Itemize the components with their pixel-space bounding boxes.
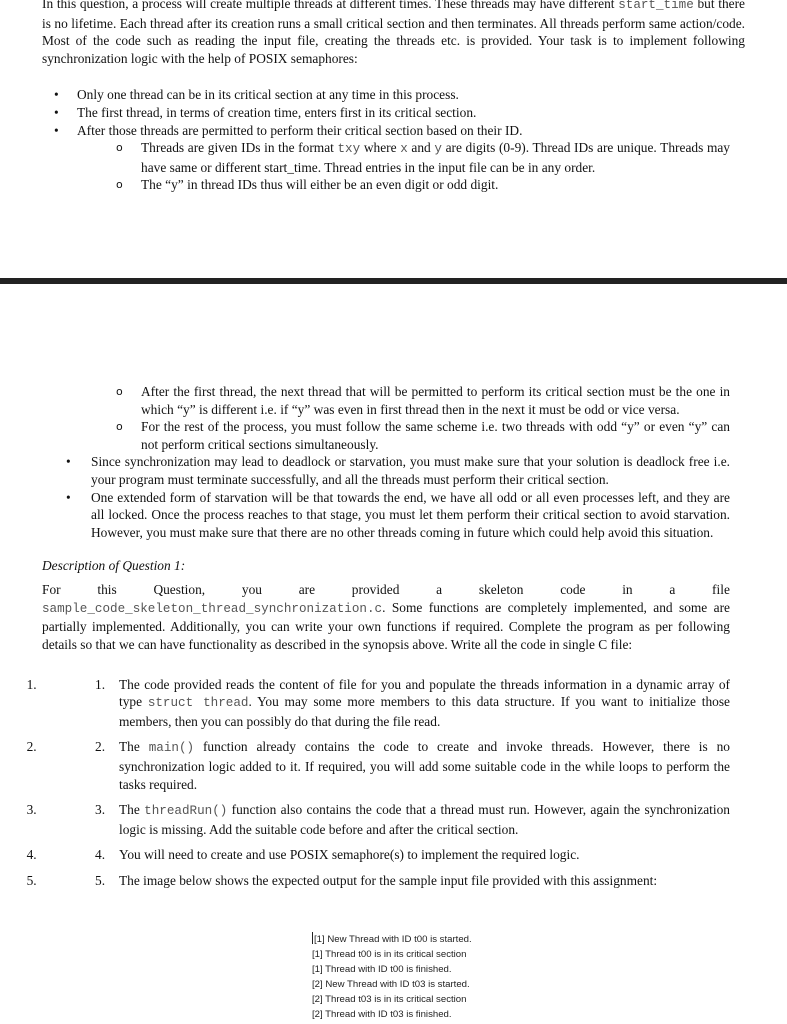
word: this (97, 581, 117, 597)
item-number: 5. 5. (95, 873, 106, 889)
item-text: function also contains the code that a thread must run. However, again the synchronization logic is missing. Add the suitable code before and after the critical section. (119, 802, 730, 837)
item-text: . You may some more members to this data structure. If you want to initialize those members, then you can possibly do that during the file read. (119, 694, 731, 729)
code-start-time: start_time (618, 0, 694, 12)
numbered-item (40, 872, 787, 890)
circle-bullet-icon: o (116, 141, 123, 155)
word: a (436, 581, 443, 597)
item-number: 1. 1. (95, 676, 106, 692)
bullet-icon: • (66, 489, 71, 505)
sub-text: For the rest of the process, you must follow the same scheme i.e. two threads with odd “y” or even “y” can not perform critical sections simultaneously. (141, 419, 730, 452)
bullet-icon: • (54, 104, 59, 120)
sub-bullet-item (0, 176, 787, 194)
numbered-item (40, 676, 787, 731)
numbered-item (40, 738, 787, 793)
description-paragraph (42, 599, 730, 654)
word: skeleton (478, 581, 524, 597)
bullet-item (0, 489, 787, 542)
bullet-item (0, 122, 787, 140)
numbered-list (0, 676, 787, 890)
expected-output-image (312, 932, 472, 1022)
sub-text: The “y” in thread IDs thus will either be an even digit or odd digit. (141, 177, 499, 193)
sub-text: are digits (0-9). Thread IDs are unique. Threads may have same or different start_time. Thread entries in the input file can be in any order. (141, 140, 730, 175)
bullet-text: After those threads are permitted to perform their critical section based on their ID. (77, 122, 523, 138)
numbered-item (40, 846, 787, 864)
item-number: 4. 4. (95, 847, 106, 863)
bottom-section (0, 383, 787, 903)
code-filename: sample_code_skeleton_thread_synchronization.c (42, 601, 383, 616)
item-text: You will need to create and use POSIX semaphore(s) to implement the required logic. (119, 847, 580, 863)
bullet-icon: • (54, 122, 59, 138)
sub-bullet-item (0, 418, 787, 453)
bullet-icon: • (54, 87, 59, 103)
code-threadrun: threadRun() (144, 804, 228, 819)
bullet-icon: • (66, 454, 71, 470)
word: you (241, 581, 262, 597)
output-text: [1] New Thread with ID t00 is started. (314, 934, 472, 945)
intro-paragraph (42, 0, 745, 67)
numbered-item (40, 801, 787, 838)
section-heading: Description of Question 1: (42, 558, 186, 574)
word: For (42, 581, 61, 597)
bullet-item (0, 453, 787, 488)
sub-text: After the first thread, the next thread that will be permitted to perform its critical section must be the one in which “y” is different i.e. if “y” was even in first thread then in the next it must be odd or vice versa. (141, 384, 730, 417)
page-divider (0, 278, 787, 284)
word: in (622, 581, 633, 597)
requirements-list (0, 86, 787, 194)
top-section (0, 0, 787, 194)
sub-bullet-item (0, 383, 787, 418)
word: file (712, 581, 730, 597)
sub-text: where (360, 140, 401, 156)
continued-list (0, 383, 787, 541)
bullet-text: Only one thread can be in its critical section at any time in this process. (77, 87, 459, 103)
bullet-item (0, 104, 787, 122)
output-line: [2] Thread with ID t03 is finished. (312, 1008, 452, 1020)
code-y: y (434, 142, 442, 157)
word: Question, (153, 581, 206, 597)
output-line: [2] Thread t03 is in its critical section (312, 993, 467, 1005)
sub-text: and (407, 140, 435, 156)
item-number: 2. 2. (95, 739, 106, 755)
code-struct-thread: struct thread (147, 696, 249, 711)
intro-text-1: In this question, a process will create multiple threads at different times. These threads may have different (42, 0, 619, 11)
intro-text-2: but there is no lifetime. Each thread after its creation runs a small critical section and then terminates. All threads perform same action/code. Most of the code such as reading the input file, creating the threads etc. is provided. Your task is to implement following synchronization logic with the help of POSIX semaphores: (42, 0, 745, 66)
desc-first-line (42, 581, 730, 599)
bullet-text: Since synchronization may lead to deadlock or starvation, you must make sure that your solution is deadlock free i.e. your program must terminate successfully, and all the threads must perform their critical section. (91, 454, 730, 487)
circle-bullet-icon: o (116, 178, 123, 192)
word: code (560, 581, 586, 597)
output-line: [1] Thread t00 is in its critical section (312, 948, 467, 960)
output-line (312, 932, 472, 948)
sub-bullet-item (0, 139, 787, 176)
code-x: x (400, 142, 408, 157)
item-text: The image below shows the expected output for the sample input file provided with this assignment: (119, 873, 658, 889)
item-text: The code provided reads the content of file for you and populate the threads information in a dynamic array of type (119, 676, 730, 710)
word: are (298, 581, 316, 597)
bullet-item (0, 86, 787, 104)
word: provided (351, 581, 400, 597)
text-cursor (312, 932, 313, 944)
item-text: The (119, 802, 145, 818)
word: a (669, 581, 676, 597)
code-txy: txy (337, 142, 361, 157)
bullet-text: One extended form of starvation will be that towards the end, we have all odd or all even processes left, and they are all locked. Once the process reaches to that stage, you must let them perform their critical section to avoid starvation. However, you must make sure that there are no other threads coming in future which could help avoid this situation. (91, 489, 730, 540)
item-text: The (119, 739, 149, 755)
description-text: . Some functions are completely implemented, and some are partially implemented. Additionally, you can write your own functions if required. Complete the program as per following details so that we can have functionality as described in the synopsis above. Write all the code in single C file: (42, 599, 730, 652)
sub-text: Threads are given IDs in the format (141, 140, 338, 156)
code-main: main() (148, 741, 195, 756)
bullet-text: The first thread, in terms of creation time, enters first in its critical section. (77, 104, 477, 120)
output-line: [2] New Thread with ID t03 is started. (312, 978, 470, 990)
circle-bullet-icon: o (116, 385, 123, 398)
item-number: 3. 3. (95, 802, 106, 818)
circle-bullet-icon: o (116, 420, 123, 434)
output-line: [1] Thread with ID t00 is finished. (312, 963, 452, 975)
item-text: function already contains the code to create and invoke threads. However, there is no synchronization logic added to it. If required, you will add some suitable code in the while loops to perform the tasks required. (119, 739, 730, 792)
